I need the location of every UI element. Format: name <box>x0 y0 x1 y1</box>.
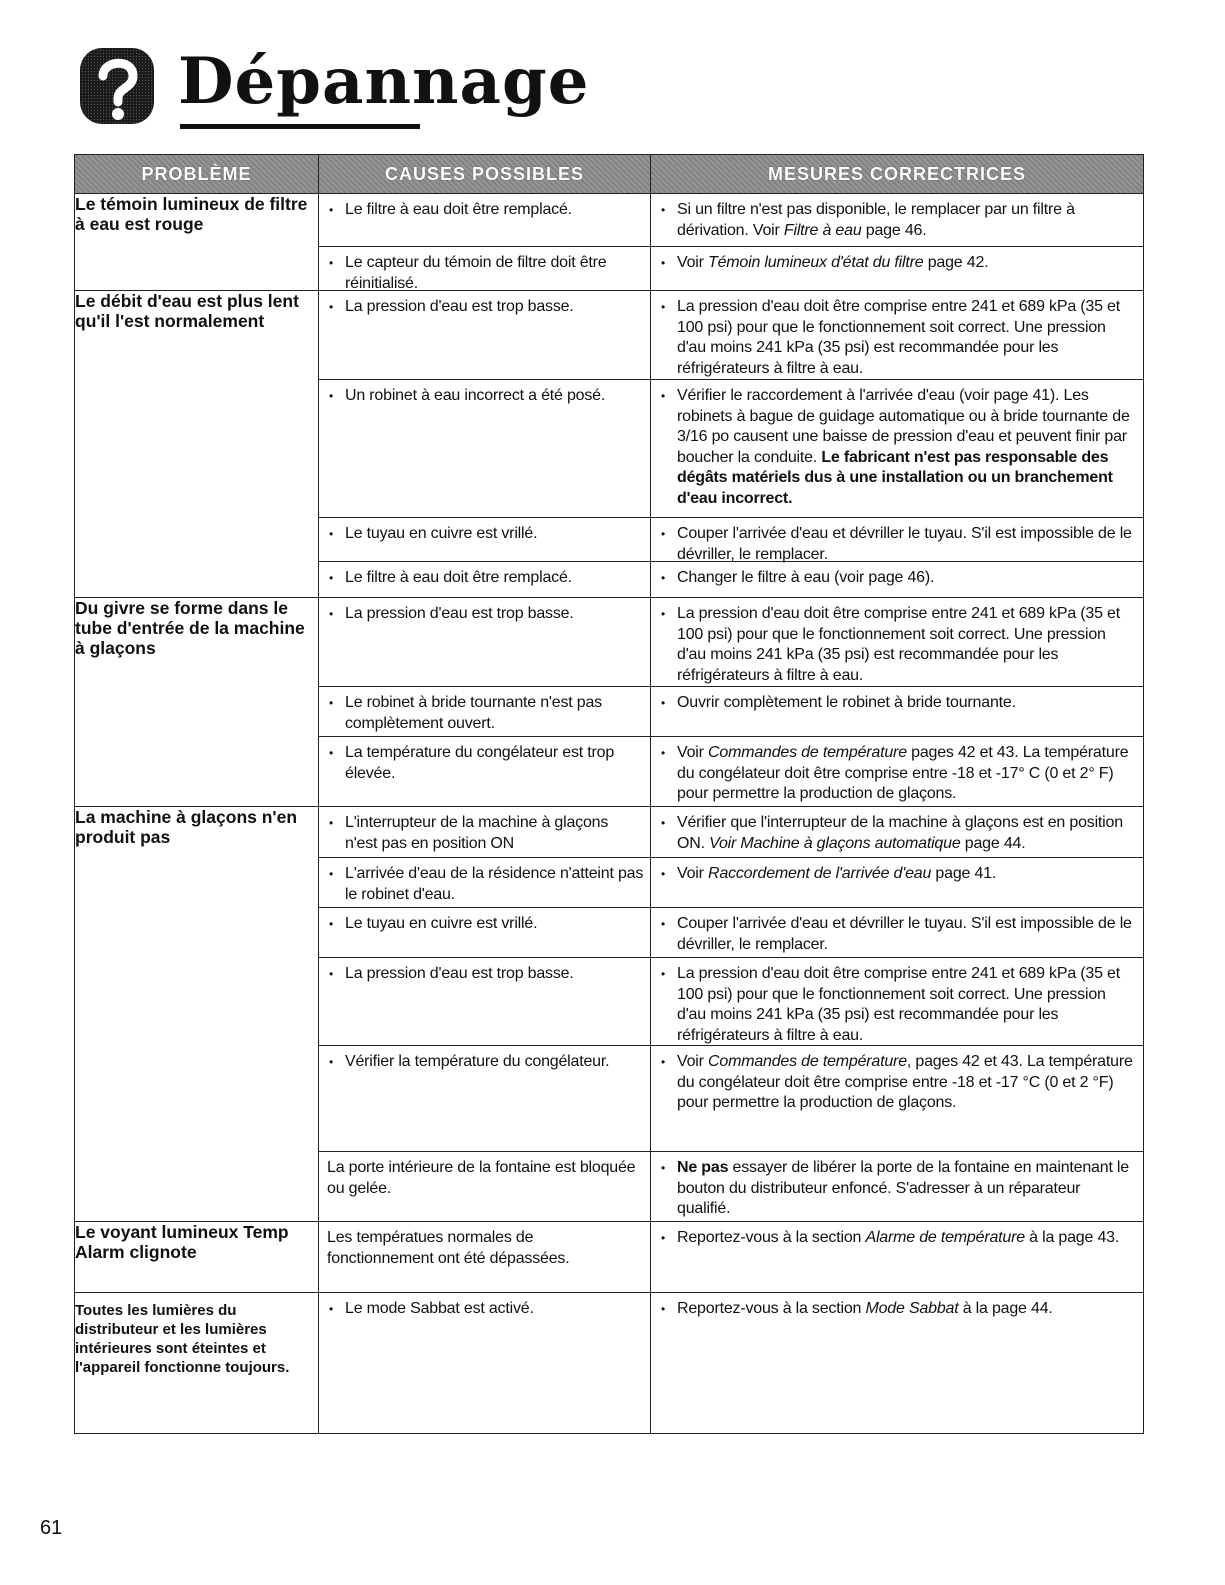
cause-item <box>319 379 650 517</box>
table-row <box>75 598 1144 807</box>
fix-item <box>651 686 1143 736</box>
cause-text: Le filtre à eau doit être remplacé. <box>345 201 572 218</box>
cause-item <box>319 1045 650 1151</box>
fix-text: Couper l'arrivée d'eau et dévriller le tuyau. S'il est impossible de le dévriller, le remplacer. <box>677 525 1132 563</box>
fix-item <box>651 807 1143 857</box>
cause-text: La pression d'eau est trop basse. <box>345 605 574 622</box>
header-causes: CAUSES POSSIBLES <box>319 155 651 194</box>
fix-text: Reportez-vous à la section <box>677 1300 866 1317</box>
cause-item <box>319 1222 650 1292</box>
fix-item <box>651 194 1143 246</box>
fix-text: Si un filtre n'est pas disponible, le remplacer par un filtre à dérivation. Voir <box>677 201 1075 239</box>
fix-item <box>651 561 1143 597</box>
table-row <box>75 1293 1144 1434</box>
cause-text: La pression d'eau est trop basse. <box>345 965 574 982</box>
cause-text: La porte intérieure de la fontaine est bloquée ou gelée. <box>327 1159 636 1197</box>
cause-item <box>319 957 650 1045</box>
fix-text: Voir <box>677 744 709 761</box>
header-mesures: MESURES CORRECTRICES <box>651 155 1144 194</box>
fixes-cell <box>651 1293 1144 1434</box>
problem-cell: Du givre se forme dans le tube d'entrée de la machine à glaçons <box>75 598 319 807</box>
causes-cell <box>319 807 651 1222</box>
fix-text: Vérifier que l'interrupteur de la machine à glaçons est en position ON. <box>677 814 1123 852</box>
fix-text: Voir <box>677 865 709 882</box>
cause-text: Le capteur du témoin de filtre doit être réinitialisé. <box>345 254 607 292</box>
causes-cell <box>319 194 651 291</box>
fix-item <box>651 1045 1143 1151</box>
fix-item <box>651 379 1143 517</box>
fix-reference: Commandes de température <box>708 1053 907 1070</box>
cause-item <box>319 517 650 561</box>
cause-text: Le filtre à eau doit être remplacé. <box>345 569 572 586</box>
fix-text: La pression d'eau doit être comprise entre 241 et 689 kPa (35 et 100 psi) pour que le fonctionnement soit correct. Une pression d'au moins 241 kPa (35 psi) est recommandée pour les réfrigérateurs à filtre à eau. <box>677 965 1120 1044</box>
fix-item <box>651 291 1143 379</box>
fixes-cell <box>651 807 1144 1222</box>
fix-text: Voir <box>677 254 709 271</box>
problem-cell: Le débit d'eau est plus lent qu'il l'est normalement <box>75 291 319 598</box>
cause-item <box>319 736 650 806</box>
cause-text: Le robinet à bride tournante n'est pas complètement ouvert. <box>345 694 602 732</box>
cause-text: Les températues normales de fonctionnement ont été dépassées. <box>327 1229 570 1267</box>
cause-text: Le tuyau en cuivre est vrillé. <box>345 525 538 542</box>
page-number: 61 <box>40 1517 63 1539</box>
question-mark-icon <box>78 46 156 126</box>
fix-text: à la page 43. <box>1024 1229 1120 1246</box>
cause-item <box>319 907 650 957</box>
fix-text: Reportez-vous à la section <box>677 1229 866 1246</box>
fix-reference: Mode Sabbat <box>865 1300 959 1317</box>
cause-item <box>319 807 650 857</box>
fix-text: Voir <box>677 1053 709 1070</box>
table-row <box>75 194 1144 291</box>
fix-warning: Le fabricant n'est pas responsable des dégâts matériels dus à une installation ou un branchement d'eau incorrect. <box>677 448 1113 507</box>
fix-text: page 41. <box>931 865 997 882</box>
fixes-cell <box>651 194 1144 291</box>
cause-item <box>319 194 650 246</box>
problem-cell: Le voyant lumineux Temp Alarm clignote <box>75 1222 319 1293</box>
fix-reference: Alarme de température <box>865 1229 1025 1246</box>
problem-cell: Toutes les lumières du distributeur et les lumières intérieures sont éteintes et l'appareil fonctionne toujours. <box>75 1293 319 1434</box>
cause-text: Vérifier la température du congélateur. <box>345 1053 610 1070</box>
cause-item <box>319 686 650 736</box>
cause-item <box>319 1293 650 1433</box>
table-header-row <box>75 155 1144 194</box>
problem-cell: La machine à glaçons n'en produit pas <box>75 807 319 1222</box>
fix-reference: Commandes de température <box>708 744 907 761</box>
fix-item <box>651 1151 1143 1221</box>
fix-item <box>651 1293 1143 1433</box>
fix-text: Changer le filtre à eau (voir page 46). <box>677 569 935 586</box>
causes-cell <box>319 1293 651 1434</box>
causes-cell <box>319 291 651 598</box>
fix-reference: Témoin lumineux d'état du filtre <box>708 254 924 271</box>
cause-text: L'interrupteur de la machine à glaçons n'est pas en position ON <box>345 814 609 852</box>
cause-item <box>319 561 650 597</box>
fix-reference: Filtre à eau <box>783 221 862 239</box>
fixes-cell <box>651 291 1144 598</box>
fix-reference: Voir Machine à glaçons automatique <box>709 834 961 852</box>
fix-item <box>651 857 1143 907</box>
fix-text: La pression d'eau doit être comprise entre 241 et 689 kPa (35 et 100 psi) pour que le fonctionnement soit correct. Une pression d'au moins 241 kPa (35 psi) est recommandée pour les réfrigérateurs à filtre à eau. <box>677 298 1120 377</box>
cause-text: Le mode Sabbat est activé. <box>345 1300 534 1317</box>
cause-item <box>319 246 650 290</box>
fix-item <box>651 957 1143 1045</box>
fix-item <box>651 246 1143 290</box>
cause-text: L'arrivée d'eau de la résidence n'atteint pas le robinet d'eau. <box>345 865 644 903</box>
troubleshooting-table <box>74 154 1144 1434</box>
fix-text: Vérifier le raccordement à l'arrivée d'eau (voir page 41). Les robinets à bague de guidage automatique ou à bride tournante de 3/16 po causent une baisse de pression d'eau et peuvent finir par boucher la conduite. <box>677 387 1130 466</box>
fix-text: Couper l'arrivée d'eau et dévriller le tuyau. S'il est impossible de le dévriller, le remplacer. <box>677 915 1132 953</box>
fix-text: , pages 42 et 43. La température du congélateur doit être comprise entre -18 et -17 °C (0 et 2 °F) pour permettre la production de glaçons. <box>677 1053 1133 1111</box>
fix-text: page 46. <box>861 221 927 239</box>
cause-text: Un robinet à eau incorrect a été posé. <box>345 387 606 404</box>
fixes-cell <box>651 1222 1144 1293</box>
problem-cell: Le témoin lumineux de filtre à eau est rouge <box>75 194 319 291</box>
fix-text: Ouvrir complètement le robinet à bride tournante. <box>677 694 1016 711</box>
fixes-cell <box>651 598 1144 807</box>
fix-item <box>651 736 1143 806</box>
table-row <box>75 291 1144 598</box>
fix-item <box>651 907 1143 957</box>
fix-reference: Raccordement de l'arrivée d'eau <box>708 865 932 882</box>
fix-item <box>651 598 1143 686</box>
fix-emphasis: Ne pas <box>677 1159 729 1176</box>
header-probleme: PROBLÈME <box>75 155 319 194</box>
fix-text: page 44. <box>960 834 1026 852</box>
causes-cell <box>319 598 651 807</box>
fix-item <box>651 517 1143 561</box>
table-row <box>75 1222 1144 1293</box>
fix-item <box>651 1222 1143 1292</box>
table-row <box>75 807 1144 1222</box>
fix-text: à la page 44. <box>958 1300 1053 1317</box>
cause-text: La pression d'eau est trop basse. <box>345 298 574 315</box>
cause-item <box>319 1151 650 1221</box>
cause-item <box>319 598 650 686</box>
cause-text: Le tuyau en cuivre est vrillé. <box>345 915 538 932</box>
cause-text: La température du congélateur est trop élevée. <box>345 744 615 782</box>
causes-cell <box>319 1222 651 1293</box>
fix-text: essayer de libérer la porte de la fontaine en maintenant le bouton du distributeur enfoncé. S'adresser à un réparateur qualifié. <box>677 1159 1129 1217</box>
fix-text: La pression d'eau doit être comprise entre 241 et 689 kPa (35 et 100 psi) pour que le fonctionnement soit correct. Une pression d'au moins 241 kPa (35 psi) est recommandée pour les réfrigérateurs à filtre à eau. <box>677 605 1120 684</box>
cause-item <box>319 291 650 379</box>
fix-text: page 42. <box>923 254 989 271</box>
page-title: Dépannage <box>178 44 590 119</box>
title-underline <box>180 124 420 129</box>
cause-item <box>319 857 650 907</box>
fix-text: pages 42 et 43. La température du congélateur doit être comprise entre -18 et -17° C (0 et 2° F) pour permettre la production de glaçons. <box>677 744 1129 802</box>
